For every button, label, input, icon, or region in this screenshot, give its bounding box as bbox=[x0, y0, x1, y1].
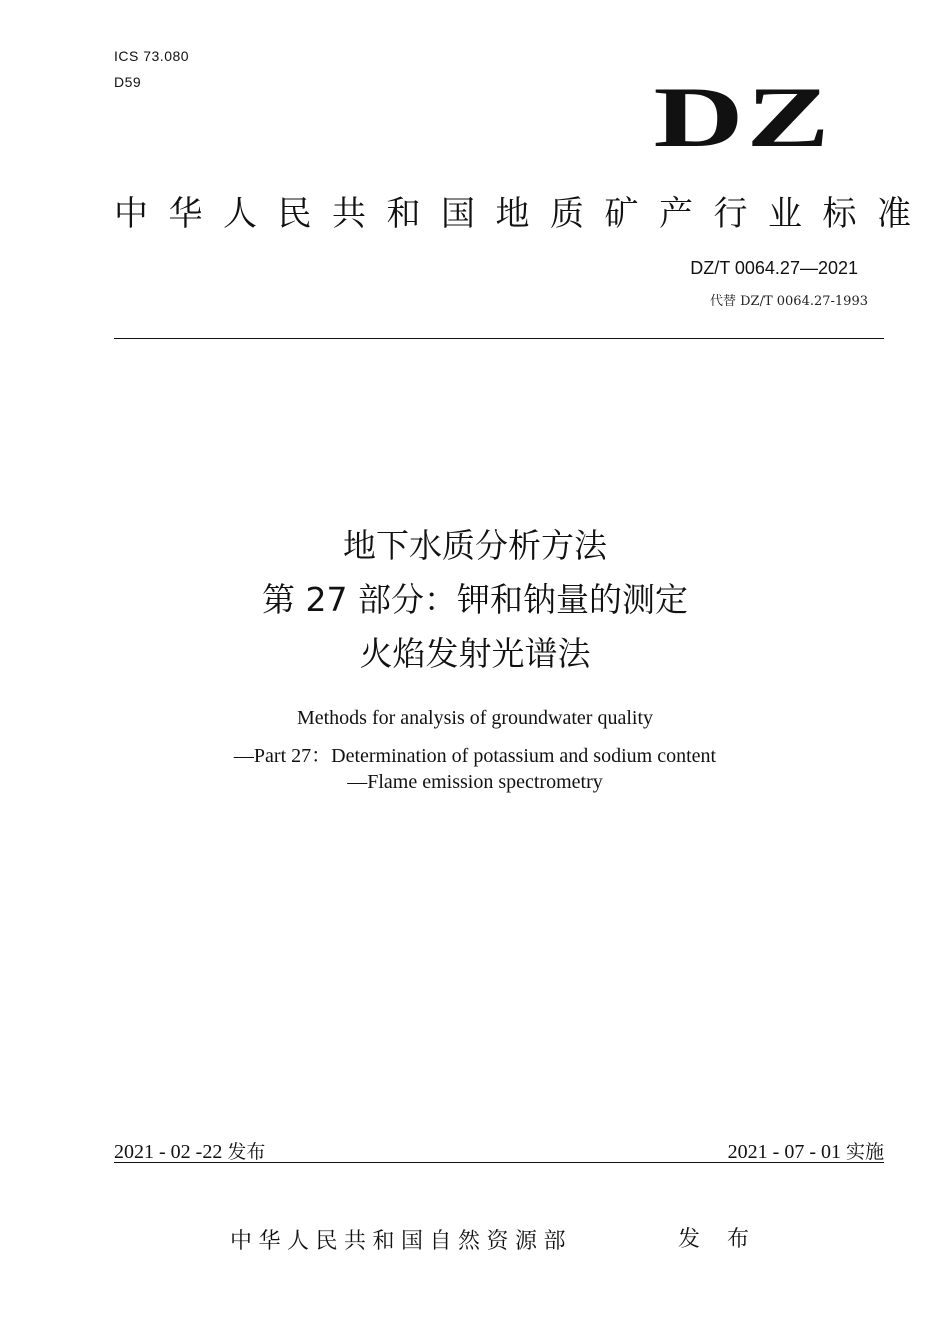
issue-label: 发布 bbox=[227, 1141, 266, 1163]
standard-logo: DZ bbox=[652, 69, 832, 165]
ccs-code: D59 bbox=[114, 74, 142, 90]
issue-word: 发 布 bbox=[678, 1227, 759, 1252]
issuing-authority: 中华人民共和国自然资源部 bbox=[230, 1229, 573, 1254]
implement-label: 实施 bbox=[845, 1141, 884, 1163]
replaces-standard: 代替 DZ/T 0064.27-1993 bbox=[709, 294, 868, 309]
english-title-line-3: —Flame emission spectrometry bbox=[347, 771, 603, 793]
standard-category-title: 中华人民共和国地质矿产行业标准 bbox=[114, 194, 932, 234]
implement-date: 2021 - 07 - 01 bbox=[727, 1141, 841, 1163]
chinese-title-line-2: 第 27 部分：钾和钠量的测定 bbox=[262, 580, 688, 619]
standard-number: DZ/T 0064.27—2021 bbox=[690, 258, 858, 278]
ics-code: ICS 73.080 bbox=[114, 48, 190, 64]
implement-date-block bbox=[728, 1137, 884, 1164]
chinese-title-line-3: 火焰发射光谱法 bbox=[359, 634, 591, 673]
issue-date: 2021 - 02 -22 bbox=[114, 1141, 223, 1163]
top-divider bbox=[114, 338, 884, 339]
chinese-title-line-1: 地下水质分析方法 bbox=[343, 526, 607, 565]
issue-date-block bbox=[114, 1137, 265, 1164]
english-title-line-2: —Part 27：Determination of potassium and sodium content bbox=[233, 745, 717, 767]
english-title-line-1: Methods for analysis of groundwater quality bbox=[296, 707, 654, 729]
bottom-divider bbox=[114, 1162, 884, 1163]
